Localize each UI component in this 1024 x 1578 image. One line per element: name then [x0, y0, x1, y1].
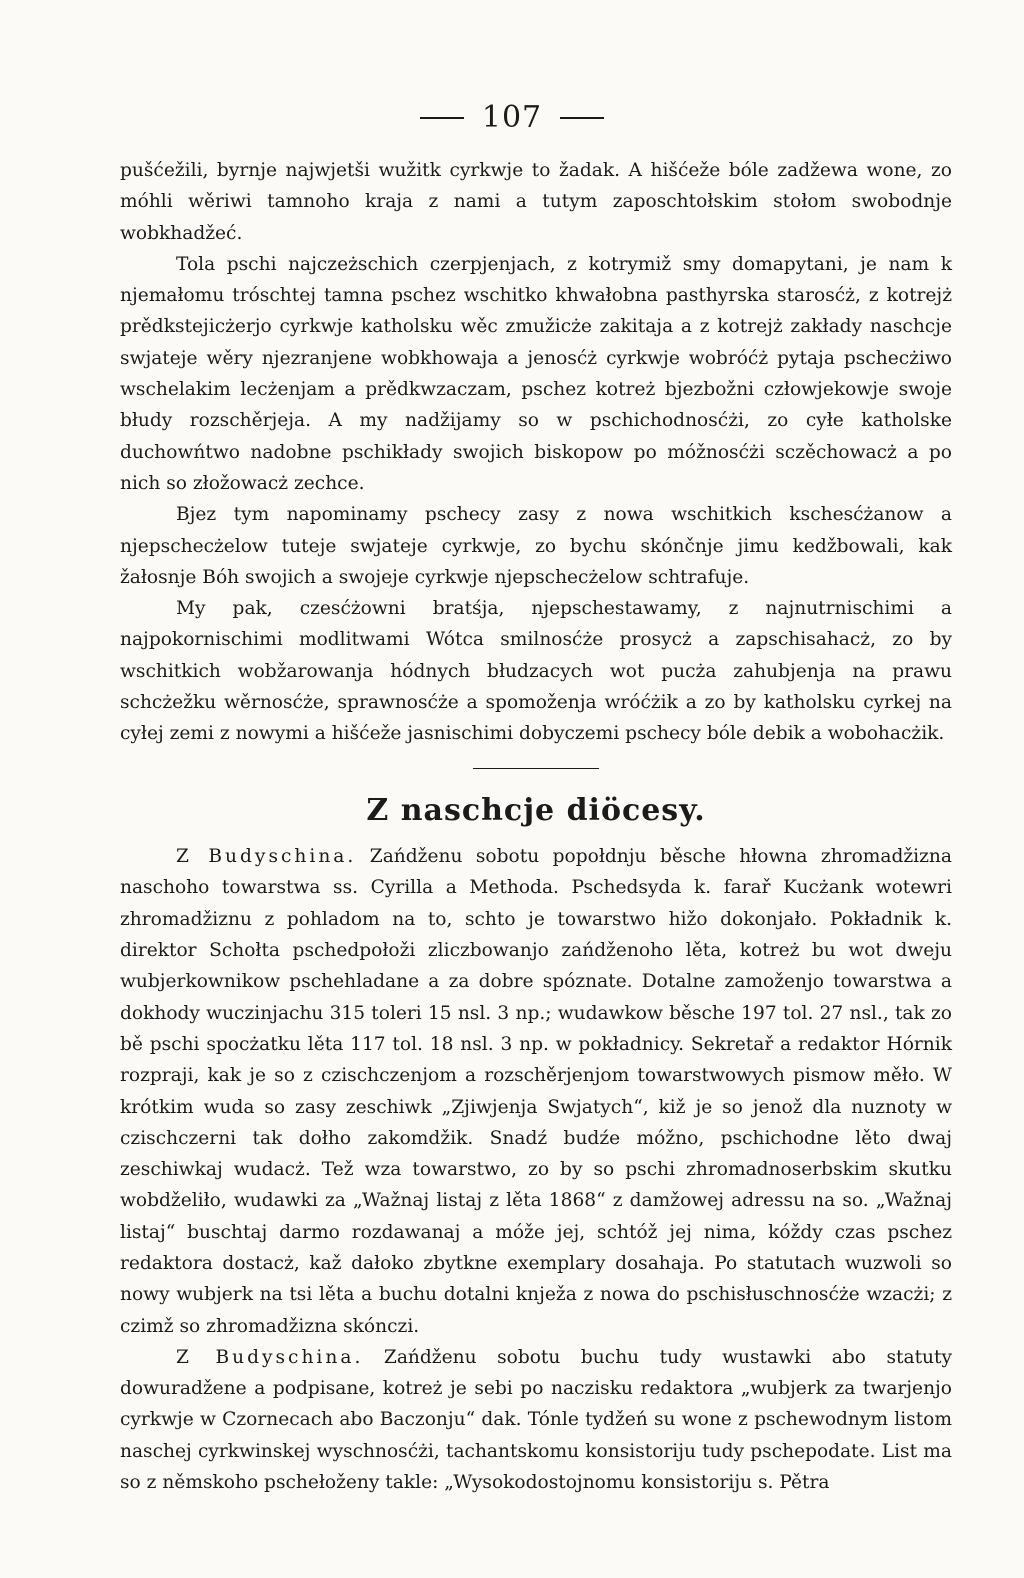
section-title: Z naschcje diöcesy. — [366, 793, 706, 829]
paragraph-3: Bjez tym napominamy pschecy zasy z nowa wschitkich kschesćżanow a njepschecżelow tuteje swjateje cyrkwje, zo bychu skónčnje jimu kedžbowali, kak žałosnje Bóh swojich a swojeje cyrkwje njepschecżelow schtrafuje. — [120, 504, 952, 588]
body-text — [120, 155, 952, 1498]
paragraph-2: Tola pschi najczeżschich czerpjenjach, z kotrymiž smy domapytani, je nam k njemałomu tróschtej tamna pschez wschitko khwałobna pasthyrska starosćż, z kotrejż prědkstejicżerjo cyrkwje katholsku wěc zmužicże zakitaja a z kotrejż zakłady naschcje swjateje wěry njezranjene wobkhowaja a jenosćż cyrkwje wobróćż pytaja pschecżiwo wschelakim lecżenjam a prědkwzaczam, pschez kotreż bjezbožni człowjekowje swoje błudy rozschěrjeja. A my nadžijamy so w pschichodnosćżi, zo cyłe katholske duchowńtwo nadobne pschikłady swojich biskopow po móžnosćżi sczěchowacż a po nich so złožowacż zechce. — [120, 253, 952, 494]
section-divider — [120, 768, 952, 770]
page-header — [0, 100, 1024, 135]
paragraph-1: pušćežili, byrnje najwjetši wužitk cyrkwje to žadak. A hišćeže bóle zadžewa wone, zo móhli wěriwi tamnoho kraja z nami a tutym zaposchtołskim stołom swobodnje wobkhadžeć. — [120, 160, 952, 244]
paragraph-4: My pak, czesćżowni bratśja, njepschestawamy, z najnutrnischimi a najpokornischimi modlitwami Wótca smilnosćże prosycż a zapschisahacż, zo by wschitkich wobžarowanja hódnych błudzacych wot pucża zahubjenja na prawu schcżežku wěrnosćże, sprawnosćże a spomoženja wróćżik a zo by katholsku cyrkej na cyłej zemi z nowymi a hišćeže jasnischimi dobyczemi pschecy bóle debik a wobohacżik. — [120, 598, 952, 745]
header-dash-right — [560, 117, 604, 119]
report-2-text: Zańdženu sobotu buchu tudy wustawki abo statuty dowuradžene a podpisane, kotreż je sebi po naczisku redaktora „wubjerk za twarjenjo cyrkwje w Czornecach abo Baczonju“ dak. Tónle tydžeń su wone z pschewodnym listom naschej cyrkwinskej wyschnosćżi, tachantskomu konsistoriju tudy pschepodate. List ma so z němskoho pschełoženy takle: „Wysokodostojnomu konsistoriju s. Pětra — [120, 1346, 952, 1494]
report-2-place: Z Budyschina. — [176, 1346, 364, 1368]
header-dash-left — [420, 117, 464, 119]
report-2 — [120, 1342, 952, 1498]
report-1 — [120, 841, 952, 1342]
page-number: 107 — [481, 100, 543, 135]
divider-rule — [473, 768, 599, 770]
report-1-text: Zańdženu sobotu popołdnju běsche hłowna zhromadžizna naschoho towarstwa ss. Cyrilla a Methoda. Pschedsyda k. farař Kucżank wotewri zhromadžiznu z pohladom na to, schto je towarstwo hižo dokonjało. Pokładnik k. direktor Schołta pschedpołoži zliczbowanjo zańdženoho lěta, kotreż bu wot dweju wubjerkownikow pschehladane a za dobre spóznate. Dotalne zamoženjo towarstwa a dokhody wuczinjachu 315 toleri 15 nsl. 3 np.; wudawkow běsche 197 tol. 27 nsl., tak zo bě pschi spocżatku lěta 117 tol. 18 nsl. 3 np. w pokładnicy. Sekretař a redaktor Hórnik rozpraji, kak je so z czischczenjom a rozschěrjenjom towarstwowych pismow měło. W krótkim wuda so zasy zeschiwk „Zjiwjenja Swjatych“, kiž je so jenož dla nuznoty w czischczerni tak dołho zakomdžik. Snadź budźe móžno, pschichodne lěto dwaj zeschiwkaj wudacż. Tež wza towarstwo, zo by so pschi zhromadnoserbskim skutku wobdželiło, wudawki za „Wažnaj listaj z lěta 1868“ z damžowej adressu na so. „Wažnaj listaj“ buschtaj darmo rozdawanaj a móže jej, schtóž jej nima, kóždy czas pschez redaktora dostacż, kaž dałoko zbytkne exemplary dosahaja. Po statutach wuzwoli so nowy wubjerk na tsi lěta a buchu dotalni knježa z nowa do pschisłuschnosćże wzacżi; z czimž so zhromadžizna skónczi. — [120, 846, 952, 1337]
report-1-place: Z Budyschina. — [176, 846, 357, 868]
